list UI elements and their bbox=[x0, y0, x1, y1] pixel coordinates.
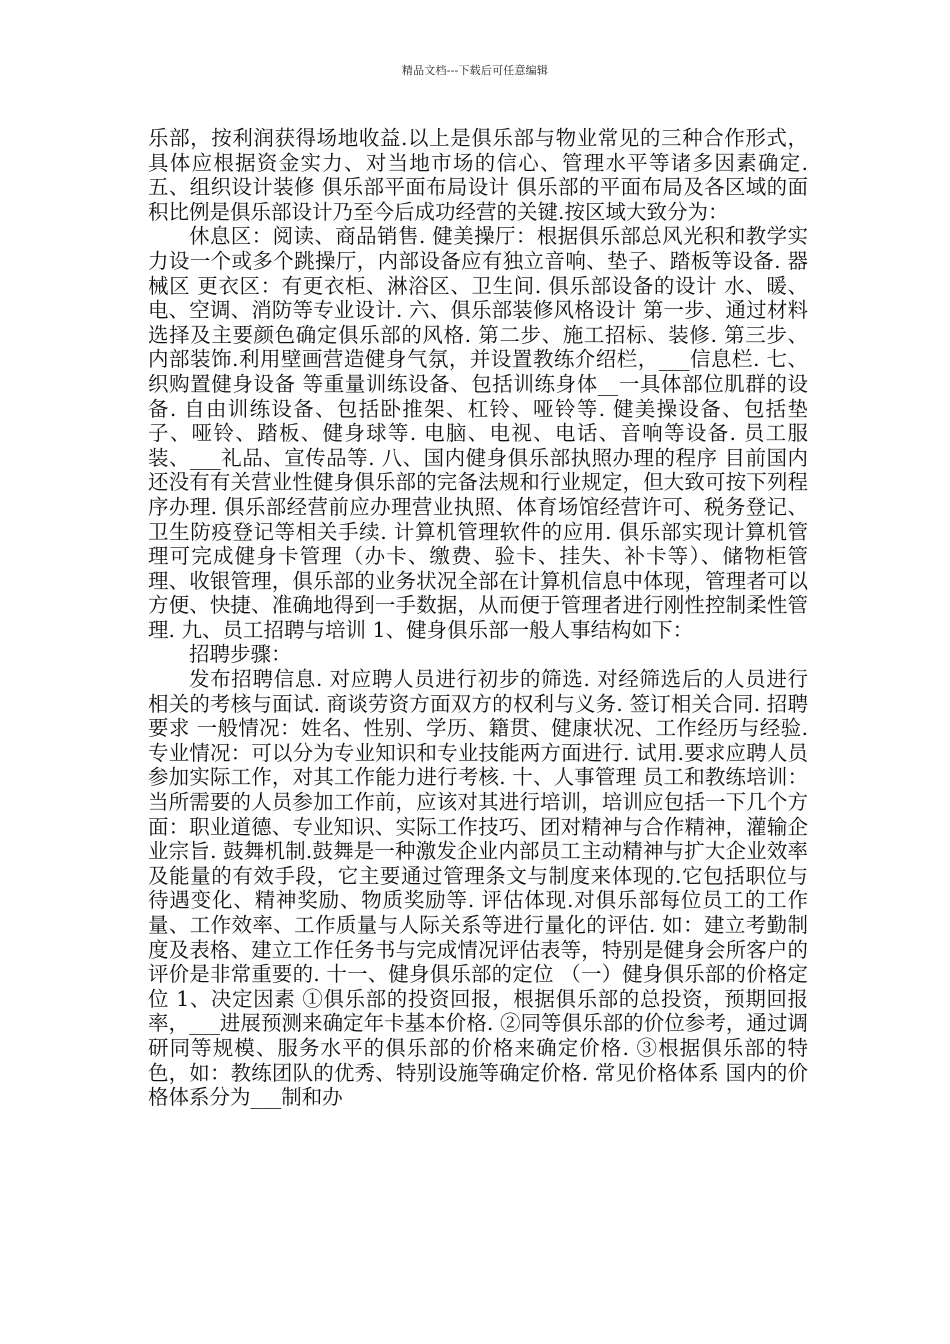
paragraph-3: 招聘步骤： bbox=[189, 642, 292, 667]
paragraph-4: 发布招聘信息. 对应聘人员进行初步的筛选. 对经筛选后的人员进行相关的考核与面试. 商谈劳资方面双方的权利与义务. 签订相关合同. 招聘要求 一般情况：姓名、性别、学历、籍贯、健康状况、工作经历与经验. 专业情况：可以分为专业知识和专业技能两方面进行. 试用.要求应聘人员参加实际工作，对其工作能力进行考核. 十、人事管理 员工和教练培训：当所需要的人员参加工作前，应该对其进行培训，培训应包括一下几个方面：职业道德、专业知识、实际工作技巧、团对精神与合作精神，灌输企业宗旨. 鼓舞机制.鼓舞是一种激发企业内部员工主动精神与扩大企业效率及能量的有效手段，它主要通过管理条文与制度来体现的.它包括职位与待遇变化、精神奖励、物质奖励等. 评估体现.对俱乐部每位员工的工作量、工作效率、工作质量与人际关系等进行量化的评估. 如：建立考勤制度及表格、建立工作任务书与完成情况评估表等，特别是健身会所客户的评价是非常重要的. 十一、健身俱乐部的定位 （一）健身俱乐部的价格定位 1、决定因素 ①俱乐部的投资回报，根据俱乐部的总投资，预期回报率，___进展预测来确定年卡基本价格. ②同等俱乐部的价位参考，通过调研同等规模、服务水平的俱乐部的价格来确定价格. ③根据俱乐部的特色，如：教练团队的优秀、特别设施等确定价格. 常见价格体系 国内的价格体系分为___制和办 bbox=[148, 667, 808, 1110]
paragraph-2: 休息区：阅读、商品销售. 健美操厅：根据俱乐部总风光积和教学实力设一个或多个跳操厅，内部设备应有独立音响、垫子、踏板等设备. 器械区 更衣区：有更衣柜、淋浴区、卫生间. 俱乐部设备的设计 水、暖、电、空调、消防等专业设计. 六、俱乐部装修风格设计 第一步、通过材料选择及主要颜色确定俱乐部的风格. 第二步、施工招标、装修. 第三步、内部装饰.利用壁画营造健身气氛，并设置教练介绍栏，___信息栏. 七、织购置健身设备 等重量训练设备、包括训练身体__一具体部位肌群的设备. 自由训练设备、包括卧推架、杠铃、哑铃等. 健美操设备、包括垫子、哑铃、踏板、健身球等. 电脑、电视、电话、音响等设备. 员工服装、___礼品、宣传品等. 八、国内健身俱乐部执照办理的程序 目前国内还没有有关营业性健身俱乐部的完备法规和行业规定，但大致可按下列程序办理. 俱乐部经营前应办理营业执照、体育场馆经营许可、税务登记、卫生防疫登记等相关手续. 计算机管理软件的应用. 俱乐部实现计算机管理可完成健身卡管理（办卡、缴费、验卡、挂失、补卡等）、储物柜管理、收银管理，俱乐部的业务状况全部在计算机信息中体现，管理者可以方便、快捷、准确地得到一手数据，从而便于管理者进行刚性控制柔性管理. 九、员工招聘与培训 1、健身俱乐部一般人事结构如下： bbox=[148, 224, 808, 642]
document-body bbox=[148, 126, 808, 1110]
page-header: 精品文档---下载后可任意编辑 bbox=[401, 64, 549, 77]
paragraph-1: 乐部，按利润获得场地收益.以上是俱乐部与物业常见的三种合作形式，具体应根据资金实力、对当地市场的信心、管理水平等诸多因素确定. 五、组织设计装修 俱乐部平面布局设计 俱乐部的平面布局及各区域的面积比例是俱乐部设计乃至今后成功经营的关键.按区域大致分为： bbox=[148, 126, 808, 224]
